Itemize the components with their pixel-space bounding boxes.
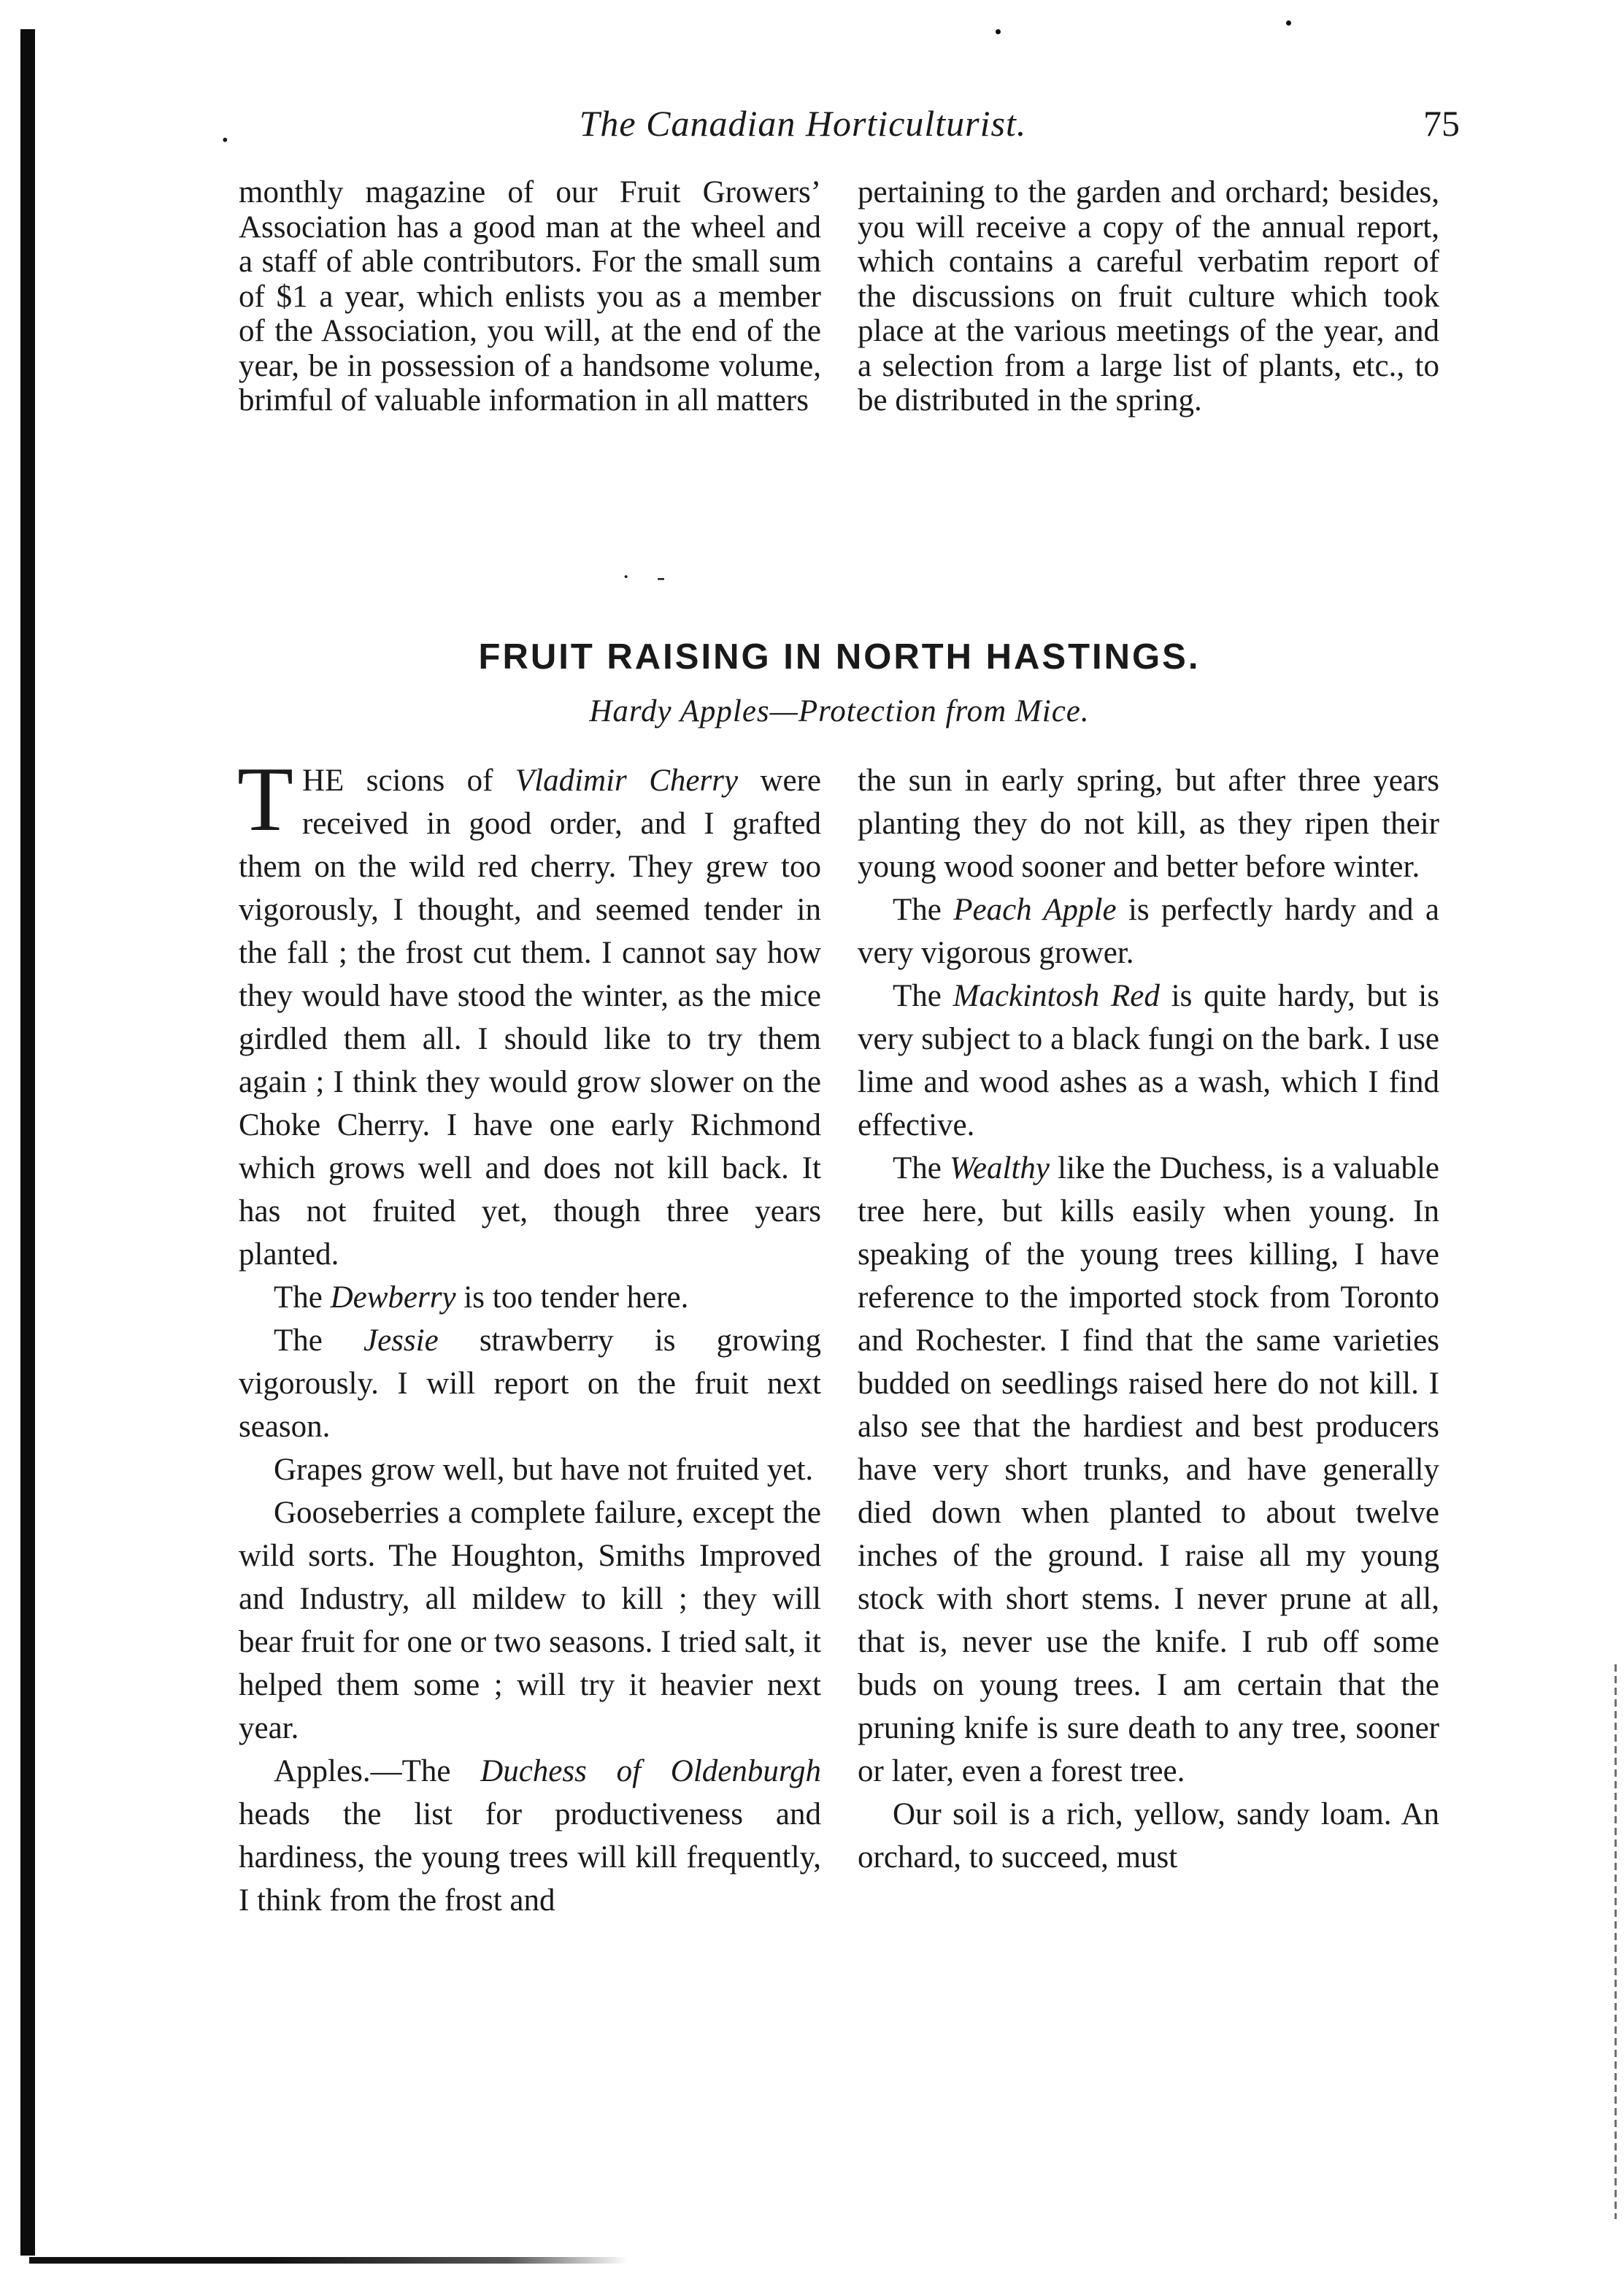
journal-title: The Canadian Horticulturist. xyxy=(579,103,1027,144)
bottom-rule xyxy=(29,2257,628,2264)
text-run: The xyxy=(893,893,954,927)
section-separator: · - xyxy=(622,564,676,591)
variety-name: Wealthy xyxy=(950,1151,1050,1185)
text-run: strawberry is growing vigorously. I will report on the fruit next season. xyxy=(239,1323,821,1444)
text-run: heads the list for productiveness and hardiness, the young trees will kill frequently, I think from the frost and xyxy=(239,1797,821,1918)
paragraph xyxy=(239,1276,821,1319)
page-edge-marks xyxy=(1615,1664,1617,2219)
paragraph: the sun in early spring, but after three years planting they do not kill, as they ripen their young wood sooner and better before winter. xyxy=(858,764,1439,884)
header-dot: · xyxy=(219,119,231,160)
paragraph: pertaining to the garden and orchard; besides, you will receive a copy of the annual report, which contains a careful verbatim report of the discussions on fruit culture which took place at the various meetings of the year, and a selection from a large list of plants, etc., to be distributed in the spring. xyxy=(858,175,1439,418)
variety-name: Jessie xyxy=(363,1323,439,1358)
text-run: is perfectly hardy and a very vigorous grower. xyxy=(858,893,1439,970)
binding-edge xyxy=(20,29,35,2256)
paragraph: Grapes grow well, but have not fruited yet. xyxy=(274,1453,814,1487)
scan-speck xyxy=(996,29,1001,34)
text-run: The xyxy=(274,1323,363,1358)
paragraph: monthly magazine of our Fruit Growers’ Association has a good man at the wheel and a staff of able contributors. For the small sum of $1 a year, which enlists you as a member of the Association, you will, at the end of the year, be in possession of a handsome volume, brimful of valuable information in all matters xyxy=(239,175,821,418)
variety-name: Dewberry xyxy=(330,1280,456,1315)
text-run: Apples.—The xyxy=(274,1754,481,1788)
paragraph: Gooseberries a complete failure, except the wild sorts. The Houghton, Smiths Improved and Industry, all mildew to kill ; they will bear fruit for one or two seasons. I tried salt, it helped them some ; will try it heavier next year. xyxy=(239,1496,821,1745)
text-run: is quite hardy, but is very subject to a black fungi on the bark. I use lime and wood ashes as a wash, which I find effective. xyxy=(858,979,1439,1142)
text-run: were received in good order, and I grafted them on the wild red cherry. They grew too vigorously, I thought, and seemed tender in the fall ; the frost cut them. I cannot say how they would have stood the winter, as the mice girdled them all. I should like to try them again ; I think they would grow slower on the Choke Cherry. I have one early Richmond which grows well and does not kill back. It has not fruited yet, though three years planted. xyxy=(239,764,821,1272)
text-run: The xyxy=(274,1280,331,1315)
variety-name: Vladimir Cherry xyxy=(515,764,739,798)
paragraph: Our soil is a rich, yellow, sandy loam. An orchard, to succeed, must xyxy=(858,1797,1439,1875)
paragraph xyxy=(858,974,1439,1147)
variety-name: Peach Apple xyxy=(953,893,1117,927)
text-run: The xyxy=(893,979,953,1013)
paragraph xyxy=(858,888,1439,974)
text-run: The xyxy=(893,1151,950,1185)
text-run: is too tender here. xyxy=(455,1280,689,1315)
text-run: HE scions of xyxy=(301,764,515,798)
article-column-left xyxy=(237,749,821,1922)
text-run: like the Duchess, is a valuable tree here, but kills easily when young. In speaking of the young trees killing, I have reference to the imported stock from Toronto and Rochester. I find that the same varieties budded on seedlings raised here do not kill. I also see that the hardiest and best producers have very short trunks, and have generally died down when planted to about twelve inches of the ground. I raise all my young stock with short stems. I never prune at all, that is, never use the knife. I rub off some buds on young trees. I am certain that the pruning knife is sure death to any tree, sooner or later, even a forest tree. xyxy=(858,1151,1439,1788)
article-subtitle: Hardy Apples—Protection from Mice. xyxy=(589,694,1090,728)
scan-speck xyxy=(1286,20,1291,26)
running-header xyxy=(219,102,1460,160)
variety-name: Mackintosh Red xyxy=(953,979,1160,1013)
continued-text-left xyxy=(239,175,821,418)
article-column-right xyxy=(858,759,1439,1879)
variety-name: Duchess of Oldenburgh xyxy=(480,1754,821,1788)
drop-cap: T xyxy=(237,749,293,850)
page-number: 75 xyxy=(1423,103,1460,144)
paragraph xyxy=(858,1147,1439,1793)
continued-text-right xyxy=(858,175,1439,418)
paragraph xyxy=(239,1750,821,1922)
paragraph xyxy=(237,749,821,1276)
article-title: FRUIT RAISING IN NORTH HASTINGS. xyxy=(478,637,1201,677)
paragraph xyxy=(239,1319,821,1448)
